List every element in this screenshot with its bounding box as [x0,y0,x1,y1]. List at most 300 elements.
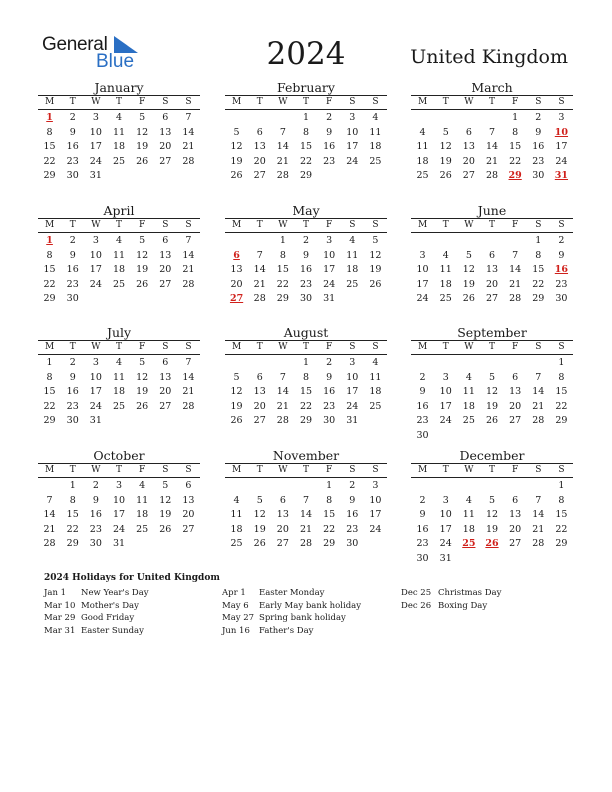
empty-cell [248,356,271,371]
day: 16 [66,386,79,397]
day: 5 [162,480,169,491]
holiday-date: Dec 26 [401,600,432,611]
day: 10 [346,371,359,383]
weekday-header [38,95,200,110]
month-name: January [94,80,144,95]
day: 23 [323,400,336,412]
month-july [38,325,200,429]
empty-cell [504,234,527,249]
day: 25 [369,400,382,412]
holiday-item [222,600,361,613]
day: 4 [349,235,356,246]
day: 7 [488,126,496,138]
day: 23 [299,278,313,290]
day: 10 [439,386,452,397]
day: 30 [323,415,336,426]
day: 7 [185,357,192,368]
day-grid [38,111,200,184]
day: 8 [46,249,53,261]
holiday-date: Mar 29 [44,613,76,623]
month-name: July [106,325,132,340]
weekday-label: T [442,220,449,230]
day: 1 [326,480,333,491]
day: 11 [112,126,126,138]
day: 30 [89,538,102,549]
day: 2 [69,357,76,368]
day: 18 [112,264,126,275]
day: 19 [439,155,452,167]
month-name: September [457,325,527,340]
holiday-name: Easter Sunday [81,625,144,636]
day: 25 [416,170,429,181]
weekday-label: T [115,342,122,352]
day: 4 [115,235,123,246]
logo-general-text: General [42,34,108,55]
day: 17 [89,386,102,397]
day: 13 [230,264,243,275]
holiday-item [222,612,361,625]
day: 17 [89,141,102,152]
day: 14 [509,264,522,275]
day: 5 [233,126,240,138]
day: 1 [558,480,565,491]
day: 6 [512,371,519,383]
day: 8 [558,371,565,383]
weekday-label: S [162,342,169,352]
day: 29 [43,293,56,304]
day: 14 [182,371,195,383]
day: 2 [326,357,333,368]
logo-blue-text: Blue [96,51,135,72]
holiday-day: 16 [554,264,569,275]
day: 1 [69,480,76,491]
weekday-label: W [464,342,474,352]
day: 28 [276,415,289,426]
day: 23 [532,155,545,167]
day: 16 [416,400,429,412]
day: 24 [439,415,452,426]
weekday-label: M [231,97,242,107]
month-name: October [93,448,145,463]
day: 19 [462,278,475,290]
day: 17 [323,264,336,275]
day: 5 [442,126,449,138]
day: 20 [159,141,172,152]
day: 25 [112,278,126,290]
day-grid [225,356,387,429]
weekday-label: F [512,342,519,352]
day: 16 [299,264,313,275]
day: 13 [509,509,522,520]
day: 9 [69,371,76,383]
empty-cell [248,111,271,126]
weekday-label: F [326,342,333,352]
day: 5 [372,235,379,246]
holiday-name: Boxing Day [438,600,488,611]
day: 20 [509,523,522,535]
day: 27 [509,538,522,549]
weekday-label: W [91,97,101,107]
empty-cell [480,111,503,126]
holiday-item [44,600,149,613]
weekday-label: F [512,220,519,230]
day: 18 [230,523,243,535]
day: 31 [323,293,336,304]
month-name: June [477,203,507,218]
day: 28 [485,170,499,181]
day: 5 [139,357,146,368]
weekday-label: F [512,465,519,475]
weekday-header [225,218,387,233]
day: 7 [185,112,192,123]
weekday-label: T [69,342,76,352]
day: 12 [136,249,149,261]
day: 10 [439,509,452,520]
holiday-day: 29 [508,170,522,181]
weekday-label: T [69,465,76,475]
day: 30 [532,170,545,181]
holiday-day: 1 [46,235,53,246]
weekday-label: T [115,97,122,107]
day: 30 [555,293,568,304]
weekday-label: T [256,465,263,475]
day: 24 [89,278,102,290]
day: 8 [46,126,53,138]
day: 12 [230,386,243,397]
calendar-year: 2024 [266,36,346,72]
day: 9 [419,509,426,520]
day: 18 [462,400,475,412]
month-name: November [272,448,340,463]
day: 9 [69,126,76,138]
holiday-item [44,612,149,625]
weekday-label: S [535,220,542,230]
day: 20 [253,400,266,412]
day: 29 [299,415,313,426]
day: 7 [512,249,519,261]
weekday-label: T [442,97,449,107]
day: 25 [112,155,126,167]
empty-cell [294,479,317,494]
weekday-label: S [372,220,379,230]
day: 2 [349,480,356,491]
weekday-label: F [139,342,146,352]
day: 21 [532,400,545,412]
day: 12 [439,141,452,152]
day: 7 [535,371,542,383]
day: 19 [485,400,499,412]
day: 29 [299,170,313,181]
day: 2 [69,235,76,246]
weekday-label: M [231,342,242,352]
weekday-label: S [558,220,565,230]
day: 17 [112,509,126,520]
day: 4 [139,480,146,491]
day: 1 [535,235,542,246]
day: 26 [462,293,475,304]
day: 2 [92,480,99,491]
weekday-label: T [69,97,76,107]
weekday-label: S [349,465,356,475]
holiday-name: Mother's Day [81,600,139,611]
day: 22 [299,400,313,412]
day: 18 [112,386,126,397]
holiday-day: 1 [46,112,53,123]
calendar-country: United Kingdom [410,46,568,68]
day: 10 [369,494,382,506]
day: 25 [439,293,452,304]
day: 21 [43,523,56,535]
day: 6 [488,249,496,261]
day: 22 [509,155,522,167]
weekday-label: M [417,220,428,230]
day: 16 [89,509,102,520]
weekday-label: S [162,465,169,475]
holiday-day: 6 [233,249,240,261]
day: 9 [69,249,76,261]
day: 27 [159,400,172,412]
day: 9 [302,249,310,261]
day: 7 [185,235,192,246]
weekday-label: M [417,97,428,107]
day: 29 [276,293,289,304]
holiday-item [44,625,149,638]
weekday-label: T [488,97,495,107]
day: 22 [43,400,56,412]
day: 25 [462,415,475,426]
day: 26 [136,155,149,167]
weekday-label: T [302,97,309,107]
weekday-label: W [91,465,101,475]
day: 20 [253,155,266,167]
day: 20 [462,155,475,167]
day: 27 [485,293,499,304]
day: 15 [276,264,289,275]
day: 21 [182,386,195,397]
weekday-header [411,340,573,355]
day: 26 [230,170,243,181]
holiday-date: Apr 1 [222,588,246,598]
empty-cell [225,111,248,126]
empty-cell [225,234,248,249]
empty-cell [248,234,271,249]
day: 22 [276,278,289,290]
day: 25 [136,523,149,535]
day: 24 [369,523,382,535]
weekday-header [38,218,200,233]
empty-cell [271,111,294,126]
day: 9 [326,126,333,138]
day: 15 [555,386,568,397]
day: 5 [139,235,146,246]
day: 13 [509,386,522,397]
day: 19 [230,155,243,167]
day: 23 [416,538,429,549]
day: 25 [112,400,126,412]
day: 14 [43,509,56,520]
day: 6 [256,371,263,383]
holidays-title: 2024 Holidays for United Kingdom [44,573,220,583]
day: 28 [299,538,313,549]
day: 22 [555,523,568,535]
day: 17 [439,523,452,535]
day: 13 [253,141,266,152]
day: 28 [182,278,195,290]
day: 21 [485,155,499,167]
holiday-name: Good Friday [81,613,135,623]
weekday-label: F [326,97,333,107]
day: 28 [509,293,522,304]
holiday-date: May 27 [222,613,255,623]
weekday-label: T [488,342,495,352]
day-grid [411,111,573,184]
empty-cell [225,356,248,371]
weekday-label: W [278,465,288,475]
day: 24 [346,400,359,412]
day: 5 [465,249,472,261]
day: 4 [465,371,472,383]
holiday-date: May 6 [222,600,249,611]
holiday-column [44,587,149,637]
day: 1 [302,357,310,368]
month-february [225,80,387,184]
day: 2 [419,371,426,383]
holiday-item [222,587,361,600]
day: 22 [66,523,79,535]
day: 26 [159,523,172,535]
weekday-label: S [372,97,379,107]
weekday-label: S [535,342,542,352]
month-march [411,80,573,184]
empty-cell [457,111,480,126]
holiday-name: Easter Monday [259,588,325,598]
holiday-name: Father's Day [259,625,314,636]
empty-cell [434,111,457,126]
day: 1 [46,357,53,368]
empty-cell [504,356,527,371]
day: 27 [182,523,195,535]
weekday-label: M [231,465,242,475]
day: 15 [323,509,336,520]
holiday-day: 27 [229,293,244,304]
weekday-label: M [44,220,55,230]
day: 17 [369,509,382,520]
day: 20 [230,278,243,290]
day: 13 [253,386,266,397]
day: 23 [555,278,568,290]
day: 17 [346,386,359,397]
holiday-name: Spring bank holiday [259,613,346,623]
weekday-label: F [512,97,519,107]
day: 9 [326,371,333,383]
day: 14 [182,249,195,261]
weekday-label: T [69,220,76,230]
month-name: August [283,325,329,340]
day: 18 [112,141,126,152]
day: 28 [276,170,289,181]
month-name: February [277,80,335,95]
day: 19 [253,523,266,535]
day: 4 [372,112,379,123]
day: 13 [159,371,172,383]
day: 14 [276,386,289,397]
weekday-label: F [326,465,333,475]
day: 14 [276,141,289,152]
day: 13 [182,494,195,506]
day: 24 [416,293,429,304]
day: 3 [115,480,123,491]
day: 8 [46,371,53,383]
day: 25 [346,278,359,290]
day: 3 [92,235,99,246]
day: 23 [416,415,429,426]
day-grid [225,479,387,552]
day: 31 [89,170,102,181]
day-grid [38,356,200,429]
weekday-label: M [417,465,428,475]
weekday-label: T [488,465,495,475]
day: 11 [462,509,475,520]
empty-cell [480,479,503,494]
holiday-day: 31 [554,170,569,181]
weekday-label: T [256,220,263,230]
month-august [225,325,387,429]
month-name: April [103,203,135,218]
day: 6 [185,480,192,491]
day: 12 [485,509,499,520]
day: 6 [256,126,263,138]
holiday-date: Jun 16 [222,625,250,636]
empty-cell [434,356,457,371]
day: 15 [299,386,313,397]
weekday-label: S [535,97,542,107]
day: 26 [485,415,499,426]
day: 29 [532,293,545,304]
day: 8 [279,249,286,261]
day-grid [38,479,200,552]
day: 31 [346,415,359,426]
day: 26 [253,538,266,549]
day: 6 [162,357,169,368]
holiday-item [222,625,361,638]
day: 11 [136,494,149,506]
day: 22 [532,278,545,290]
day: 5 [256,494,263,506]
day: 6 [162,112,169,123]
day: 6 [279,494,286,506]
empty-cell [271,356,294,371]
day: 4 [442,249,449,261]
weekday-label: S [185,465,192,475]
day: 22 [555,400,568,412]
day: 18 [369,386,382,397]
day: 14 [532,509,545,520]
day: 14 [253,264,266,275]
day: 24 [439,538,452,549]
day: 21 [299,523,313,535]
empty-cell [271,479,294,494]
day: 5 [139,112,146,123]
day: 30 [299,293,313,304]
day: 8 [535,249,542,261]
day: 28 [532,538,545,549]
day: 19 [136,264,149,275]
weekday-label: S [372,342,379,352]
day: 17 [346,141,359,152]
day: 20 [485,278,499,290]
day: 23 [346,523,359,535]
day: 27 [159,278,172,290]
